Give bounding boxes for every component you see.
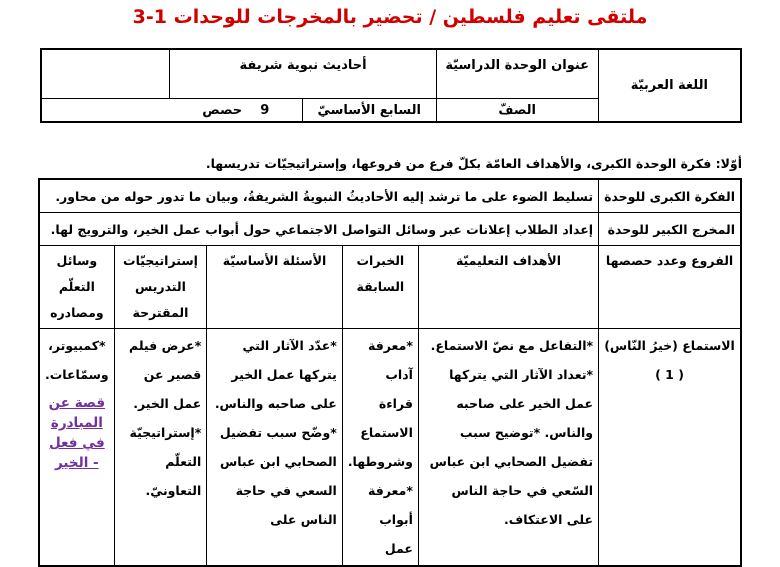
empty-cell	[41, 49, 170, 99]
unit-title-label: عنوان الوحدة الدراسيّة	[436, 49, 598, 99]
column-resources: وسائل التعلّم ومصادره	[39, 246, 114, 329]
column-objectives: الأهداف التعليميّة	[418, 246, 598, 329]
objectives-cell: *التفاعل مع نصّ الاستماع. *تعداد الآثار التي يتركها عمل الخير على صاحبه والناس. *توضيح سبب تفضيل الصحابي ابن عباس السّعي في حاجة الناس على الاعتكاف.	[418, 329, 598, 567]
big-idea-label: الفكرة الكبرى للوحدة	[599, 179, 741, 213]
periods-label: حصص	[202, 102, 243, 118]
column-questions: الأسئلة الأساسيّة	[207, 246, 343, 329]
grade-value: السابع الأساسيّ	[302, 99, 436, 123]
branch-cell: الاستماع (خيرُ النّاس) ( 1 )	[599, 329, 741, 567]
outcome-label: المخرج الكبير للوحدة	[599, 213, 741, 246]
empty-cell-2	[41, 99, 170, 123]
resources-text: *كمبيوتر، وسمّاعات.	[45, 338, 109, 382]
unit-info-table	[40, 48, 742, 123]
unit-plan-table	[38, 178, 742, 567]
column-prior: الخبرات السابقة	[342, 246, 418, 329]
grade-label: الصفّ	[436, 99, 598, 123]
story-link[interactable]: قصة عن المبادرة في فعل - الخير	[48, 395, 106, 471]
column-branches: الفروع وعدد حصصها	[599, 246, 741, 329]
page-title: ملتقى تعليم فلسطين / تحضير بالمخرجات للوحدات 1-3	[132, 6, 648, 28]
periods-value: 9	[260, 102, 270, 118]
subject-cell: اللغة العربيّة	[598, 49, 741, 122]
strategies-cell: *عرض فيلم قصير عن عمل الخير. *إستراتيجيّة التعلّم التعاونيّ.	[114, 329, 207, 567]
questions-cell: *عدّد الآثار التي يتركها عمل الخير على صاحبه والناس. *وضّح سبب تفضيل الصحابي ابن عباس السعي في حاجة الناس على	[207, 329, 343, 567]
column-strategies: إستراتيجيّات التدريس المقترحة	[114, 246, 207, 329]
outcome-text: إعداد الطلاب إعلانات عبر وسائل التواصل الاجتماعي حول أبواب عمل الخير، والترويج لها.	[39, 213, 599, 246]
big-idea-text: تسليط الضوء على ما ترشد إليه الأحاديثُ النبويةُ الشريفةُ، وبيان ما تدور حوله من محاور.	[39, 179, 599, 213]
prior-cell: *معرفة آداب قراءة الاستماع وشروطها. *معرفة أبواب عمل	[342, 329, 418, 567]
resources-cell	[39, 329, 114, 567]
section-heading: أوّلا: فكرة الوحدة الكبرى، والأهداف العامّة بكلّ فرع من فروعها، وإستراتيجيّات تدريسها.	[205, 156, 742, 171]
unit-title-value: أحاديث نبوية شريفة	[170, 49, 436, 99]
periods-cell	[170, 99, 302, 123]
